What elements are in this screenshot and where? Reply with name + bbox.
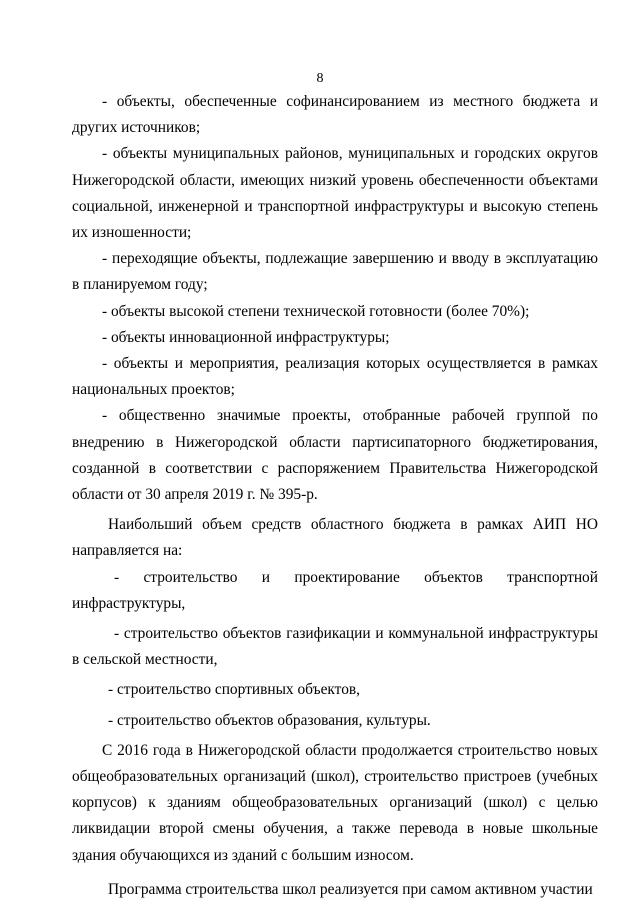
list-item: - строительство объектов газификации и коммунальной инфраструктуры в сельской местности,: [72, 625, 598, 669]
list-item: - объекты муниципальных районов, муниципальных и городских округов Нижегородской области, имеющих низкий уровень обеспеченности объектами социальной, инженерной и транспортной инфраструктуры и высокую степень их изношенности;: [72, 145, 598, 242]
list-item: - объекты высокой степени технической готовности (более 70%);: [102, 302, 530, 320]
list-item: - объекты, обеспеченные софинансированием из местного бюджета и других источников;: [72, 93, 598, 137]
list-item: - объекты и мероприятия, реализация которых осуществляется в рамках национальных проектов;: [72, 355, 598, 399]
list-item: - объекты инновационной инфраструктуры;: [102, 328, 390, 346]
list-item: - строительство спортивных объектов,: [108, 681, 361, 699]
paragraph: Программа строительства школ реализуется при самом активном участии: [108, 880, 593, 898]
page-number: 8: [316, 71, 324, 86]
paragraph: Наибольший объем средств областного бюджета в рамках АИП НО направляется на:: [72, 516, 598, 560]
document-body: [72, 89, 598, 903]
paragraph: С 2016 года в Нижегородской области продолжается строительство новых общеобразовательных организаций (школ), строительство пристроев (учебных корпусов) к зданиям общеобразовательных организаций (школ) с целью ликвидации второй смены обучения, а также перевода в новые школьные здания обучающихся из зданий с большим износом.: [72, 741, 598, 864]
list-item: - переходящие объекты, подлежащие завершению и вводу в эксплуатацию в планируемом году;: [72, 250, 598, 294]
list-item: - строительство и проектирование объектов транспортной инфраструктуры,: [72, 568, 598, 612]
list-item: - общественно значимые проекты, отобранные рабочей группой по внедрению в Нижегородской области партисипаторного бюджетирования, созданной в соответствии с распоряжением Правительства Нижегородской области от 30 апреля 2019 г. № 395-р.: [72, 407, 598, 504]
list-item: - строительство объектов образования, культуры.: [108, 711, 431, 729]
